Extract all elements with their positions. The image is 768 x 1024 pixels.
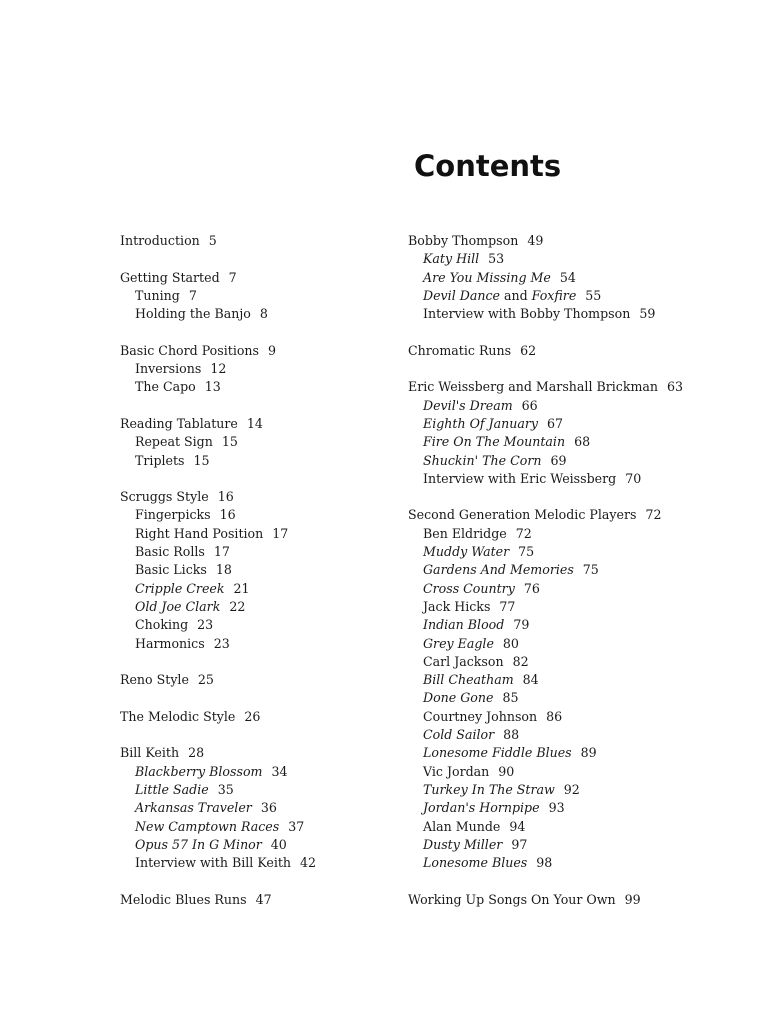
toc-entry-title: Interview with Bobby Thompson bbox=[423, 306, 631, 322]
toc-page-number: 28 bbox=[188, 745, 205, 761]
toc-page-number: 55 bbox=[585, 287, 602, 303]
toc-page-number: 17 bbox=[272, 525, 289, 541]
toc-entry-arkansas-traveler bbox=[120, 799, 400, 817]
toc-page-number: 54 bbox=[559, 269, 576, 285]
toc-page-number: 17 bbox=[213, 544, 230, 560]
toc-entry-holding-the-banjo bbox=[120, 305, 400, 323]
toc-entry-title: Basic Chord Positions bbox=[120, 342, 260, 358]
toc-page-number: 47 bbox=[255, 891, 272, 907]
toc-entry-choking bbox=[120, 616, 400, 634]
toc-entry-turkey-in-the-straw bbox=[408, 781, 758, 799]
toc-entry-ben-eldridge bbox=[408, 525, 758, 543]
toc-section-melodic-blues-runs bbox=[120, 891, 400, 909]
toc-entry-title-part: Foxfire bbox=[531, 287, 577, 303]
toc-section-bobby-thompson bbox=[408, 232, 758, 250]
toc-entry-title: Tuning bbox=[135, 287, 180, 303]
toc-entry-title: Gardens And Memories bbox=[423, 562, 574, 578]
toc-page-number: 72 bbox=[515, 525, 532, 541]
toc-entry-title: Devil's Dream bbox=[423, 397, 513, 413]
toc-entry-devil-s-dream bbox=[408, 397, 758, 415]
toc-page-number: 92 bbox=[563, 781, 580, 797]
toc-entry-repeat-sign bbox=[120, 433, 400, 451]
toc-entry-cripple-creek bbox=[120, 580, 400, 598]
toc-page-number: 80 bbox=[502, 635, 519, 651]
toc-entry-title: Muddy Water bbox=[423, 544, 510, 560]
toc-entry-title: Basic Licks bbox=[135, 562, 207, 578]
toc-section-chromatic-runs bbox=[408, 342, 758, 360]
toc-page-number: 63 bbox=[667, 379, 684, 395]
toc-page-number: 26 bbox=[244, 708, 261, 724]
toc-page-number: 66 bbox=[521, 397, 538, 413]
toc-entry-title: Eric Weissberg and Marshall Brickman bbox=[408, 379, 659, 395]
toc-page-number: 85 bbox=[502, 690, 519, 706]
toc-page-number: 15 bbox=[193, 452, 210, 468]
toc-page-number: 90 bbox=[498, 763, 515, 779]
toc-page-number: 49 bbox=[527, 233, 544, 248]
toc-page-number: 37 bbox=[288, 818, 305, 834]
toc-entry-title: Fire On The Mountain bbox=[423, 434, 566, 450]
toc-page-number: 34 bbox=[271, 763, 288, 779]
toc-spacer bbox=[120, 726, 400, 744]
toc-page-number: 40 bbox=[270, 836, 287, 852]
toc-entry-title: Interview with Eric Weissberg bbox=[423, 470, 617, 486]
toc-section-eric-weissberg-and-marshall-brickman bbox=[408, 378, 758, 396]
toc-entry-basic-licks bbox=[120, 561, 400, 579]
toc-entry-title: Grey Eagle bbox=[423, 635, 494, 651]
toc-section-reading-tablature bbox=[120, 415, 400, 433]
toc-entry-title: Bill Cheatham bbox=[423, 672, 514, 688]
toc-entry-interview-with-bobby-thompson bbox=[408, 305, 758, 323]
toc-section-reno-style bbox=[120, 671, 400, 689]
toc-entry-title: Jordan's Hornpipe bbox=[423, 800, 540, 816]
toc-page-number: 36 bbox=[260, 800, 277, 816]
toc-entry-basic-rolls bbox=[120, 543, 400, 561]
toc-entry-harmonics bbox=[120, 635, 400, 653]
toc-entry-title: Opus 57 In G Minor bbox=[135, 836, 262, 852]
toc-entry-title: Interview with Bill Keith bbox=[135, 855, 292, 871]
toc-page-number: 16 bbox=[219, 507, 236, 523]
toc-spacer bbox=[120, 689, 400, 707]
toc-section-getting-started bbox=[120, 269, 400, 287]
toc-entry-bill-cheatham bbox=[408, 671, 758, 689]
toc-entry-title: Old Joe Clark bbox=[135, 598, 221, 614]
toc-page-number: 7 bbox=[188, 287, 197, 303]
toc-entry-title: Melodic Blues Runs bbox=[120, 891, 247, 907]
toc-entry-title: Cold Sailor bbox=[423, 727, 495, 743]
toc-entry-title: Done Gone bbox=[423, 690, 494, 706]
toc-entry-title: Blackberry Blossom bbox=[135, 763, 263, 779]
toc-page-number: 21 bbox=[233, 580, 250, 596]
toc-page-number: 94 bbox=[509, 818, 526, 834]
toc-entry-fingerpicks bbox=[120, 506, 400, 524]
toc-entry-title: Inversions bbox=[135, 361, 202, 377]
toc-entry-tuning bbox=[120, 287, 400, 305]
toc-entry-courtney-johnson bbox=[408, 708, 758, 726]
toc-right-column bbox=[408, 232, 758, 909]
toc-page-number: 25 bbox=[197, 672, 214, 688]
toc-section-basic-chord-positions bbox=[120, 342, 400, 360]
toc-page-number: 9 bbox=[268, 342, 277, 358]
toc-entry-new-camptown-races bbox=[120, 818, 400, 836]
toc-spacer bbox=[408, 872, 758, 890]
toc-page-number: 7 bbox=[228, 269, 237, 285]
toc-entry-title: Dusty Miller bbox=[423, 836, 503, 852]
toc-page-number: 86 bbox=[546, 708, 563, 724]
toc-page-number: 75 bbox=[582, 562, 599, 578]
toc-entry-title: Holding the Banjo bbox=[135, 306, 251, 322]
toc-entry-title: Are You Missing Me bbox=[423, 269, 551, 285]
toc-entry-little-sadie bbox=[120, 781, 400, 799]
toc-entry-title: Scruggs Style bbox=[120, 489, 209, 505]
toc-page-number: 59 bbox=[639, 306, 656, 322]
toc-entry-title: Eighth Of January bbox=[423, 415, 538, 431]
toc-entry-devil-dance-foxfire bbox=[408, 287, 758, 305]
toc-entry-title: The Capo bbox=[135, 379, 196, 395]
toc-entry-muddy-water bbox=[408, 543, 758, 561]
toc-entry-title: Bill Keith bbox=[120, 745, 180, 761]
toc-entry-lonesome-fiddle-blues bbox=[408, 744, 758, 762]
toc-entry-right-hand-position bbox=[120, 525, 400, 543]
toc-entry-grey-eagle bbox=[408, 635, 758, 653]
toc-page-number: 35 bbox=[217, 781, 234, 797]
toc-entry-vic-jordan bbox=[408, 763, 758, 781]
toc-entry-title: Katy Hill bbox=[423, 251, 480, 267]
toc-entry-carl-jackson bbox=[408, 653, 758, 671]
toc-page-number: 76 bbox=[523, 580, 540, 596]
toc-entry-cold-sailor bbox=[408, 726, 758, 744]
toc-entry-title: Lonesome Blues bbox=[423, 855, 528, 871]
toc-spacer bbox=[120, 872, 400, 890]
toc-entry-lonesome-blues bbox=[408, 854, 758, 872]
toc-section-bill-keith bbox=[120, 744, 400, 762]
toc-spacer bbox=[408, 323, 758, 341]
toc-entry-title: Working Up Songs On Your Own bbox=[408, 891, 616, 907]
toc-left-column bbox=[120, 232, 400, 909]
toc-page-number: 93 bbox=[548, 800, 565, 816]
toc-entry-title: Shuckin' The Corn bbox=[423, 452, 542, 468]
toc-page-number: 69 bbox=[550, 452, 567, 468]
toc-page-number: 23 bbox=[197, 617, 214, 633]
toc-entry-fire-on-the-mountain bbox=[408, 433, 758, 451]
toc-entry-triplets bbox=[120, 452, 400, 470]
toc-entry-dusty-miller bbox=[408, 836, 758, 854]
toc-entry-title: Basic Rolls bbox=[135, 544, 205, 560]
toc-entry-blackberry-blossom bbox=[120, 763, 400, 781]
toc-entry-katy-hill bbox=[408, 250, 758, 268]
toc-entry-interview-with-eric-weissberg bbox=[408, 470, 758, 488]
toc-entry-eighth-of-january bbox=[408, 415, 758, 433]
toc-entry-title: Arkansas Traveler bbox=[135, 800, 252, 816]
toc-entry-title: Choking bbox=[135, 617, 189, 633]
toc-spacer bbox=[120, 470, 400, 488]
toc-page-number: 22 bbox=[229, 598, 246, 614]
toc-spacer bbox=[120, 323, 400, 341]
toc-page-number: 14 bbox=[246, 415, 263, 431]
toc-entry-indian-blood bbox=[408, 616, 758, 634]
toc-entry-title: Bobby Thompson bbox=[408, 233, 519, 248]
toc-page-number: 23 bbox=[213, 635, 230, 651]
toc-entry-title: Cripple Creek bbox=[135, 580, 225, 596]
toc-page-number: 18 bbox=[215, 562, 232, 578]
toc-entry-title: Cross Country bbox=[423, 580, 515, 596]
toc-entry-cross-country bbox=[408, 580, 758, 598]
toc-page-number: 98 bbox=[536, 855, 553, 871]
toc-page-number: 88 bbox=[503, 727, 520, 743]
toc-entry-title: Getting Started bbox=[120, 269, 220, 285]
toc-entry-title: Introduction bbox=[120, 233, 200, 248]
toc-entry-shuckin-the-corn bbox=[408, 452, 758, 470]
toc-entry-are-you-missing-me bbox=[408, 269, 758, 287]
toc-entry-title: The Melodic Style bbox=[120, 708, 236, 724]
toc-page-number: 15 bbox=[221, 434, 238, 450]
toc-page-number: 13 bbox=[204, 379, 221, 395]
toc-entry-title: Repeat Sign bbox=[135, 434, 213, 450]
toc-page-number: 99 bbox=[624, 891, 641, 907]
toc-entry-title: Little Sadie bbox=[135, 781, 209, 797]
toc-spacer bbox=[120, 397, 400, 415]
toc-entry-gardens-and-memories bbox=[408, 561, 758, 579]
toc-entry-the-capo bbox=[120, 378, 400, 396]
toc-page-number: 67 bbox=[546, 415, 564, 431]
toc-entry-opus-57-in-g-minor bbox=[120, 836, 400, 854]
toc-section-scruggs-style bbox=[120, 488, 400, 506]
toc-entry-jack-hicks bbox=[408, 598, 758, 616]
toc-page-number: 12 bbox=[210, 361, 227, 377]
toc-page-number: 8 bbox=[259, 306, 268, 322]
toc-page-number: 75 bbox=[518, 544, 535, 560]
toc-entry-title-part: Devil Dance bbox=[423, 287, 500, 303]
toc-entry-alan-munde bbox=[408, 818, 758, 836]
toc-entry-jordan-s-hornpipe bbox=[408, 799, 758, 817]
toc-page-number: 70 bbox=[625, 470, 642, 486]
toc-entry-old-joe-clark bbox=[120, 598, 400, 616]
toc-page-number: 89 bbox=[580, 745, 597, 761]
toc-entry-title: Reading Tablature bbox=[120, 415, 238, 431]
toc-section-introduction bbox=[120, 232, 400, 250]
toc-entry-title: Chromatic Runs bbox=[408, 342, 512, 358]
toc-entry-inversions bbox=[120, 360, 400, 378]
toc-page-number: 79 bbox=[513, 617, 530, 633]
toc-spacer bbox=[408, 488, 758, 506]
toc-spacer bbox=[120, 250, 400, 268]
toc-entry-title-join: and bbox=[503, 287, 528, 303]
toc-entry-title: Vic Jordan bbox=[423, 763, 490, 779]
toc-entry-title: Carl Jackson bbox=[423, 653, 504, 669]
toc-entry-title: Ben Eldridge bbox=[423, 525, 507, 541]
toc-page-number: 97 bbox=[511, 836, 528, 852]
toc-section-second-generation-melodic-players bbox=[408, 506, 758, 524]
toc-page-number: 42 bbox=[300, 855, 317, 871]
toc-entry-title: New Camptown Races bbox=[135, 818, 280, 834]
toc-entry-title: Lonesome Fiddle Blues bbox=[423, 745, 572, 761]
toc-page-number: 16 bbox=[217, 489, 234, 505]
toc-entry-title: Right Hand Position bbox=[135, 525, 264, 541]
toc-entry-title: Indian Blood bbox=[423, 617, 505, 633]
toc-page-number: 62 bbox=[520, 342, 537, 358]
toc-entry-title: Jack Hicks bbox=[423, 598, 491, 614]
toc-entry-title: Reno Style bbox=[120, 672, 189, 688]
toc-section-working-up-songs-on-your-own bbox=[408, 891, 758, 909]
toc-entry-title: Alan Munde bbox=[423, 818, 501, 834]
page-title: Contents bbox=[414, 149, 562, 183]
toc-page-number: 5 bbox=[208, 233, 217, 248]
toc-page-number: 68 bbox=[574, 434, 591, 450]
toc-page-number: 84 bbox=[522, 672, 539, 688]
toc-entry-title: Fingerpicks bbox=[135, 507, 211, 523]
toc-entry-title: Triplets bbox=[135, 452, 185, 468]
toc-entry-title: Second Generation Melodic Players bbox=[408, 507, 637, 523]
toc-entry-interview-with-bill-keith bbox=[120, 854, 400, 872]
toc-spacer bbox=[120, 653, 400, 671]
toc-entry-title: Turkey In The Straw bbox=[423, 781, 555, 797]
toc-spacer bbox=[408, 360, 758, 378]
toc-section-the-melodic-style bbox=[120, 708, 400, 726]
toc-page-number: 72 bbox=[645, 507, 662, 523]
toc-page-number: 53 bbox=[488, 251, 505, 267]
toc-entry-title: Courtney Johnson bbox=[423, 708, 538, 724]
toc-entry-title: Harmonics bbox=[135, 635, 205, 651]
toc-entry-done-gone bbox=[408, 689, 758, 707]
toc-page-number: 82 bbox=[512, 653, 529, 669]
toc-page-number: 77 bbox=[499, 598, 516, 614]
